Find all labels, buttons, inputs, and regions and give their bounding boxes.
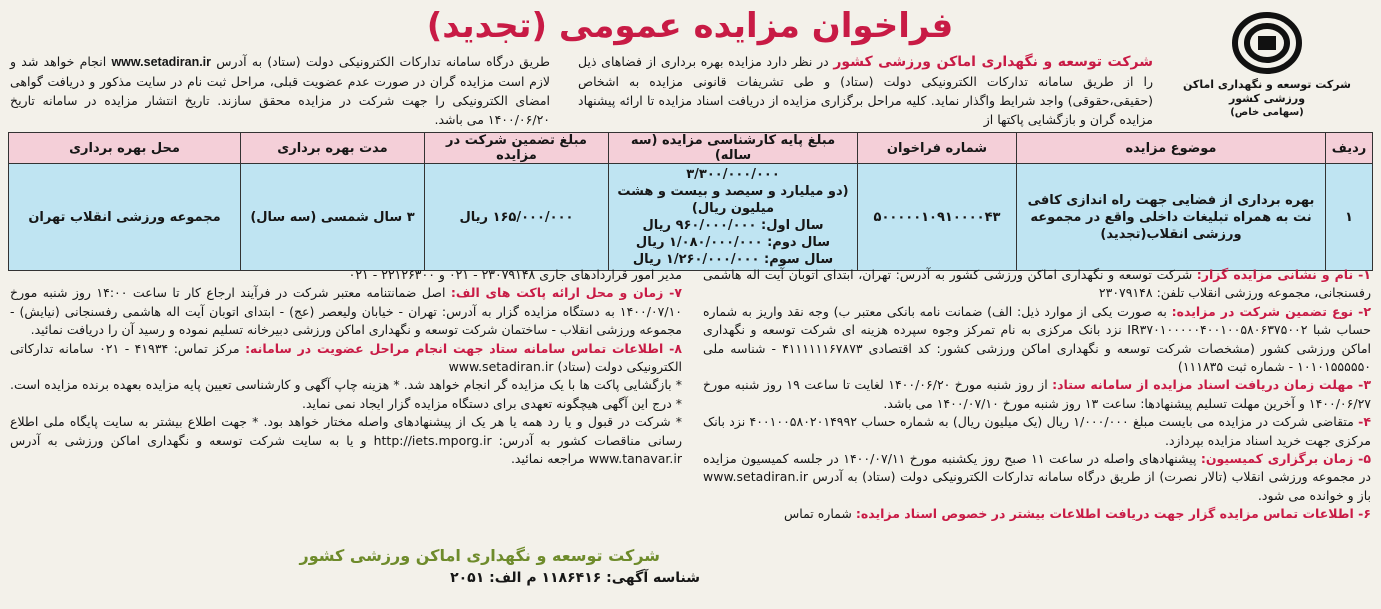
- section-8: [10, 340, 682, 377]
- notice-title: فراخوان مزایده عمومی (تجدید): [426, 6, 954, 46]
- section-7-text: اصل ضمانتنامه معتبر شرکت در فرآیند ارجاع کار تا ساعت ۱۴:۰۰ روز شنبه مورخ ۱۴۰۰/۰۷/۱۰ به دستگاه مزایده گزار به آدرس: تهران - خیابان ولیعصر (عج) - ابتدای اتوبان آیت اله هاشمی رفسنجانی (نیایش) - مجموعه ورزشی انقلاب - ساختمان شرکت توسعه و نگهداری اماکن ورزشی دبیرخانه تسلیم نموده و رسید آن را دریافت نمائید.: [10, 285, 682, 338]
- company-logo-icon: [1232, 12, 1302, 74]
- section-1-text: شرکت توسعه و نگهداری اماکن ورزشی کشور به آدرس: تهران، ابتدای اتوبان آیت اله هاشمی رفسنجانی، مجموعه ورزشی انقلاب تلفن: ۲۳۰۷۹۱۴۸: [703, 267, 1371, 301]
- section-7-title: ۷- زمان و محل ارائه پاکت های الف:: [450, 285, 682, 301]
- intro-org-name: شرکت توسعه و نگهداری اماکن ورزشی کشور: [833, 54, 1153, 70]
- section-6: [703, 505, 1371, 523]
- intro-left-text-b: انجام خواهد شد و لازم است مزایده گران در صورت عدم عضویت قبلی، مراحل ثبت نام در سایت مذکور و دریافت گواهی امضای الکترونیکی را جهت شرکت در مزایده محقق سازند. تاریخ انتشار مزایده در سامانه تاریخ ۱۴۰۰/۰۶/۲۰ می باشد.: [10, 54, 550, 127]
- logo-company-name: شرکت توسعه و نگهداری اماکن ورزشی کشور: [1183, 78, 1351, 105]
- ad-identifier: شناسه آگهی: ۱۱۸۶۴۱۶ م الف: ۲۰۵۱: [450, 570, 700, 586]
- header-call-number: شماره فراخوان: [858, 133, 1017, 164]
- section-6-title: ۶- اطلاعات تماس مزایده گزار جهت دریافت اطلاعات بیشتر در خصوص اسناد مزایده:: [855, 506, 1371, 522]
- base-price-year1: سال اول: ۹۶۰/۰۰۰/۰۰۰ ریال: [642, 218, 824, 233]
- section-4-title: ۴-: [1358, 414, 1372, 430]
- section-3: [703, 376, 1371, 413]
- header-location: محل بهره برداری: [9, 133, 241, 164]
- base-price-year2: سال دوم: ۱/۰۸۰/۰۰۰/۰۰۰ ریال: [635, 235, 831, 250]
- header-base-price: مبلغ پایه کارشناسی مزایده (سه ساله): [609, 133, 858, 164]
- section-2-title: ۲- نوع تضمین شرکت در مزایده:: [1171, 303, 1371, 319]
- header-row-number: ردیف: [1326, 133, 1373, 164]
- contact-phone-line: [10, 266, 682, 284]
- section-3-title: ۳- مهلت زمان دریافت اسناد مزایده از سامانه ستاد:: [1052, 377, 1371, 393]
- section-1: [703, 266, 1371, 303]
- cell-call-number: ۵۰۰۰۰۰۱۰۹۱۰۰۰۰۴۳: [858, 164, 1017, 271]
- cell-location: مجموعه ورزشی انقلاب تهران: [9, 164, 241, 271]
- notes-line-2-text: * شرکت در قبول و یا رد همه یا هر یک از پیشنهادهای واصله مختار خواهد بود. * جهت اطلاع بیشتر به سایت پایگاه ملی اطلاع رسانی مناقصات کشور به آدرس: http://iets.mporg.ir و یا به سایت شرکت توسعه و نگهداری اماکن ورزشی به آدرس www.tanavar.ir مراجعه نمائید.: [10, 414, 683, 467]
- conditions-left-column: [10, 266, 682, 468]
- auction-table: [8, 132, 1373, 271]
- cell-guarantee: ۱۶۵/۰۰۰/۰۰۰ ریال: [425, 164, 609, 271]
- section-4: [703, 413, 1371, 450]
- header-duration: مدت بهره برداری: [241, 133, 425, 164]
- logo-company-type: (سهامی خاص): [1230, 107, 1304, 118]
- base-price-words: (دو میلیارد و سیصد و بیست و هشت میلیون ریال): [617, 184, 849, 216]
- cell-subject: بهره برداری از فضایی جهت راه اندازی کافی نت به همراه تبلیغات داخلی واقع در مجموعه ورزشی انقلاب(تجدید): [1017, 164, 1326, 271]
- section-2: [703, 303, 1371, 377]
- notes-line-1-text: * بازگشایی پاکت ها با یک مزایده گر انجام خواهد شد. * هزینه چاپ آگهی و کارشناسی تعیین پایه مزایده بعهده برنده مزایده است. * درج این آگهی هیچگونه تعهدی برای دستگاه مزایده گزار ایجاد نمی نماید.: [10, 377, 682, 411]
- conditions-right-column: [703, 266, 1371, 524]
- section-6-text: شماره تماس: [784, 506, 852, 522]
- section-7: [10, 284, 682, 339]
- intro-left-text-a: طریق درگاه سامانه تدارکات الکترونیکی دولت (ستاد) به آدرس: [216, 54, 550, 69]
- section-5-text: پیشنهادهای واصله در ساعت ۱۱ صبح روز یکشنبه مورخ ۱۴۰۰/۰۷/۱۱ در جلسه کمیسیون مزایده در مجموعه ورزشی انقلاب (تالار نصرت) از طریق درگاه سامانه تدارکات الکترونیکی دولت (ستاد) به آدرس www.setadiran.ir باز و خوانده می شود.: [703, 451, 1371, 503]
- section-5: [703, 450, 1371, 505]
- contact-phone-text: مدیر امور قراردادهای جاری ۲۳۰۷۹۱۴۸ - ۰۲۱ و ۲۲۱۲۶۳۰۰ - ۰۲۱: [348, 267, 682, 282]
- section-2-text: به صورت یکی از موارد ذیل: الف) ضمانت نامه بانکی معتبر ب) وجه نقد واریز به شماره حساب شبا IR۳۷۰۱۰۰۰۰۰۴۰۰۱۰۰۵۸۰۶۳۷۵۰۰۲ نزد بانک مرکزی به نام تمرکز وجوه سپرده هزینه ای شرکت توسعه و نگهداری اماکن ورزشی کشور (مشخصات شرکت توسعه و نگهداری اماکن ورزشی کشور: کد اقتصادی ۴۱۱۱۱۱۱۶۷۸۷۳ - شناسه ملی ۱۰۱۰۱۵۵۵۵۵۰ - شماره ثبت ۱۱۱۸۳۵): [703, 303, 1371, 375]
- section-5-title: ۵- زمان برگزاری کمیسیون:: [1200, 451, 1371, 467]
- section-4-text: متقاضی شرکت در مزایده می بایست مبلغ ۱/۰۰۰/۰۰۰ ریال (یک میلیون ریال) به شماره حساب ۴۰۰۱۰۰۵۸۰۲۰۱۴۹۹۲ نزد بانک مرکزی جهت خرید اسناد مزایده بپردازد.: [703, 414, 1371, 448]
- notes-line-2: [10, 413, 682, 468]
- notes-line-1: [10, 376, 682, 413]
- setad-url-link[interactable]: www.setadiran.ir: [111, 55, 212, 69]
- table-header-row: [9, 133, 1373, 164]
- section-3-text: از روز شنبه مورخ ۱۴۰۰/۰۶/۲۰ لغایت تا ساعت ۱۹ روز شنبه مورخ ۱۴۰۰/۰۶/۲۷ و آخرین مهلت تسلیم پیشنهادها: ساعت ۱۳ روز شنبه مورخ ۱۴۰۰/۰۷/۱۰ می باشد.: [703, 377, 1371, 411]
- intro-paragraph-left: [10, 52, 550, 129]
- header-guarantee: مبلغ تضمین شرکت در مزایده: [425, 133, 609, 164]
- section-8-title: ۸- اطلاعات تماس سامانه ستاد جهت انجام مراحل عضویت در سامانه:: [245, 340, 683, 356]
- intro-paragraph-right: [578, 52, 1153, 129]
- table-row: [9, 164, 1373, 271]
- section-8-text: مرکز تماس: ۴۱۹۳۴ - ۰۲۱ سامانه تدارکاتی الکترونیکی دولت (ستاد) www.setadiran.ir: [10, 340, 682, 375]
- base-price-total: ۳/۳۰۰/۰۰۰/۰۰۰: [686, 167, 780, 182]
- intro-right-text: در نظر دارد مزایده بهره برداری از فضاهای ذیل را از طریق سامانه تدارکات الکترونیکی دولت (ستاد) و طی تشریفات قانونی مزایده به اشخاص (حقیقی،حقوقی) واجد شرایط واگذار نماید. کلیه مراحل برگزاری مزایده از دریافت اسناد مزایده تا ارائه پیشنهاد مزایده گران و بازگشایی پاکتها از: [578, 54, 1153, 127]
- company-logo-block: [1167, 8, 1367, 118]
- base-price-year3: سال سوم: ۱/۲۶۰/۰۰۰/۰۰۰ ریال: [632, 252, 834, 267]
- cell-base-price: [609, 164, 858, 271]
- cell-row-number: ۱: [1326, 164, 1373, 271]
- footer-org-name: شرکت توسعه و نگهداری اماکن ورزشی کشور: [299, 546, 660, 565]
- header-subject: موضوع مزایده: [1017, 133, 1326, 164]
- section-1-title: ۱- نام و نشانی مزایده گزار:: [1196, 267, 1371, 282]
- cell-duration: ۳ سال شمسی (سه سال): [241, 164, 425, 271]
